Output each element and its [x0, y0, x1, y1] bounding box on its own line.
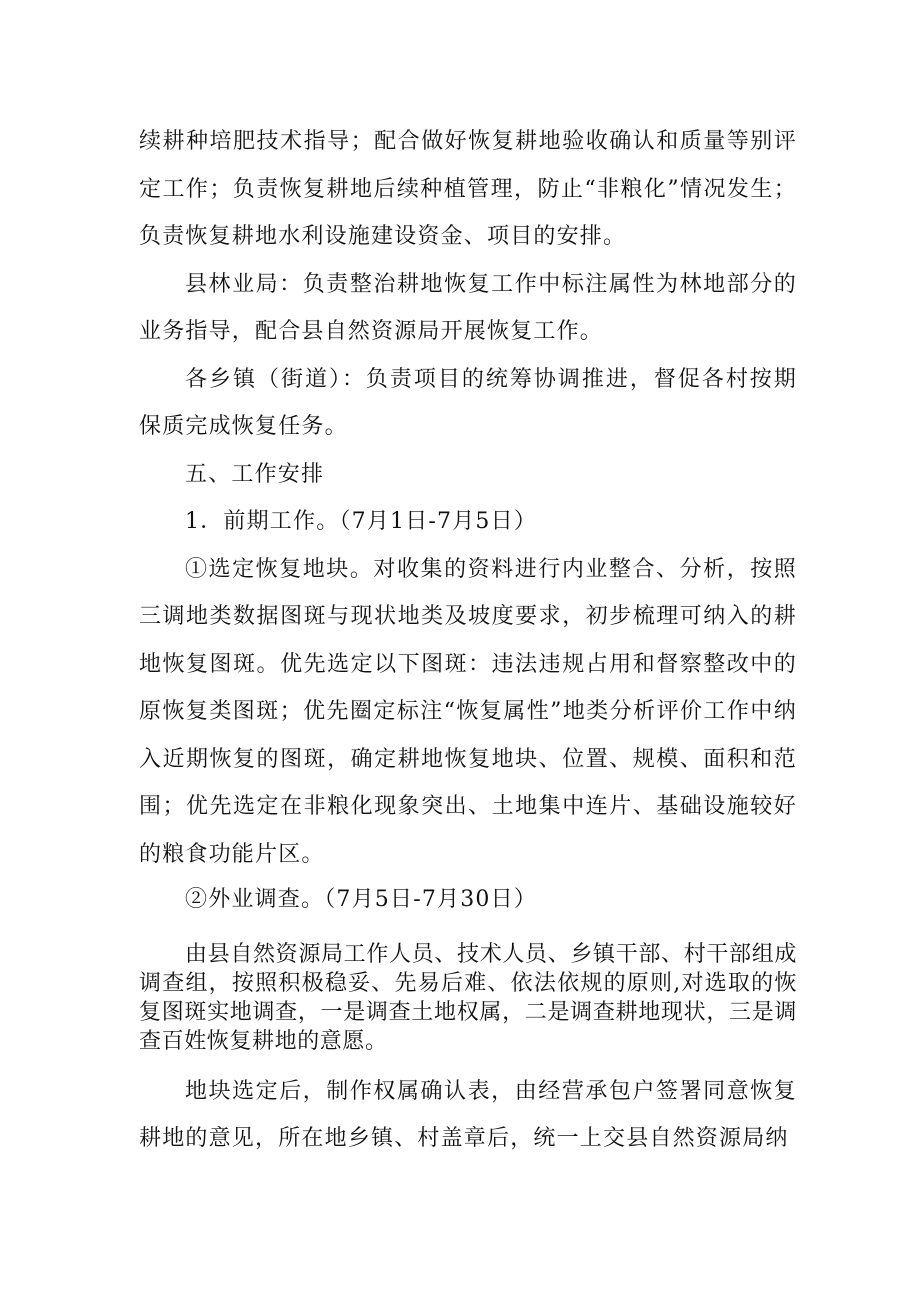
paragraph-ownership-confirmation: 地块选定后，制作权属确认表，由经营承包户签署同意恢复耕地的意见，所在地乡镇、村盖章后，统一上交县自然资源局纳: [139, 1078, 797, 1151]
subheading-field-survey: ②外业调查。（7月5日-7月30日）: [185, 887, 538, 912]
paragraph-continuation: 续耕种培肥技术指导；配合做好恢复耕地验收确认和质量等别评定工作；负责恢复耕地后续种植管理，防止“非粮化”情况发生；负责恢复耕地水利设施建设资金、项目的安排。: [139, 129, 797, 249]
subheading-preliminary-work: 1．前期工作。（7月1日-7月5日）: [185, 509, 538, 534]
paragraph-townships: 各乡镇（街道）：负责项目的统筹协调推进，督促各村按期保质完成恢复任务。: [139, 366, 797, 439]
paragraph-survey-team: 由县自然资源局工作人员、技术人员、乡镇干部、村干部组成调查组，按照积极稳妥、先易后难、依法依规的原则,对选取的恢复图斑实地调查，一是调查土地权属，二是调查耕地现状，三是调查百姓恢复耕地的意愿。: [139, 941, 797, 1054]
paragraph-select-plots: ①选定恢复地块。对收集的资料进行内业整合、分析，按照三调地类数据图斑与现状地类及坡度要求，初步梳理可纳入的耕地恢复图斑。优先选定以下图斑：违法违规占用和督察整改中的原恢复类图斑；优先圈定标注“恢复属性”地类分析评价工作中纳入近期恢复的图斑，确定耕地恢复地块、位置、规模、面积和范围；优先选定在非粮化现象突出、土地集中连片、基础设施较好的粮食功能片区。: [139, 556, 797, 867]
document-body: [139, 118, 797, 1163]
section-heading-work-arrangement: 五、工作安排: [185, 461, 325, 487]
paragraph-forestry-bureau: 县林业局：负责整治耕地恢复工作中标注属性为林地部分的业务指导，配合县自然资源局开展恢复工作。: [139, 271, 797, 344]
